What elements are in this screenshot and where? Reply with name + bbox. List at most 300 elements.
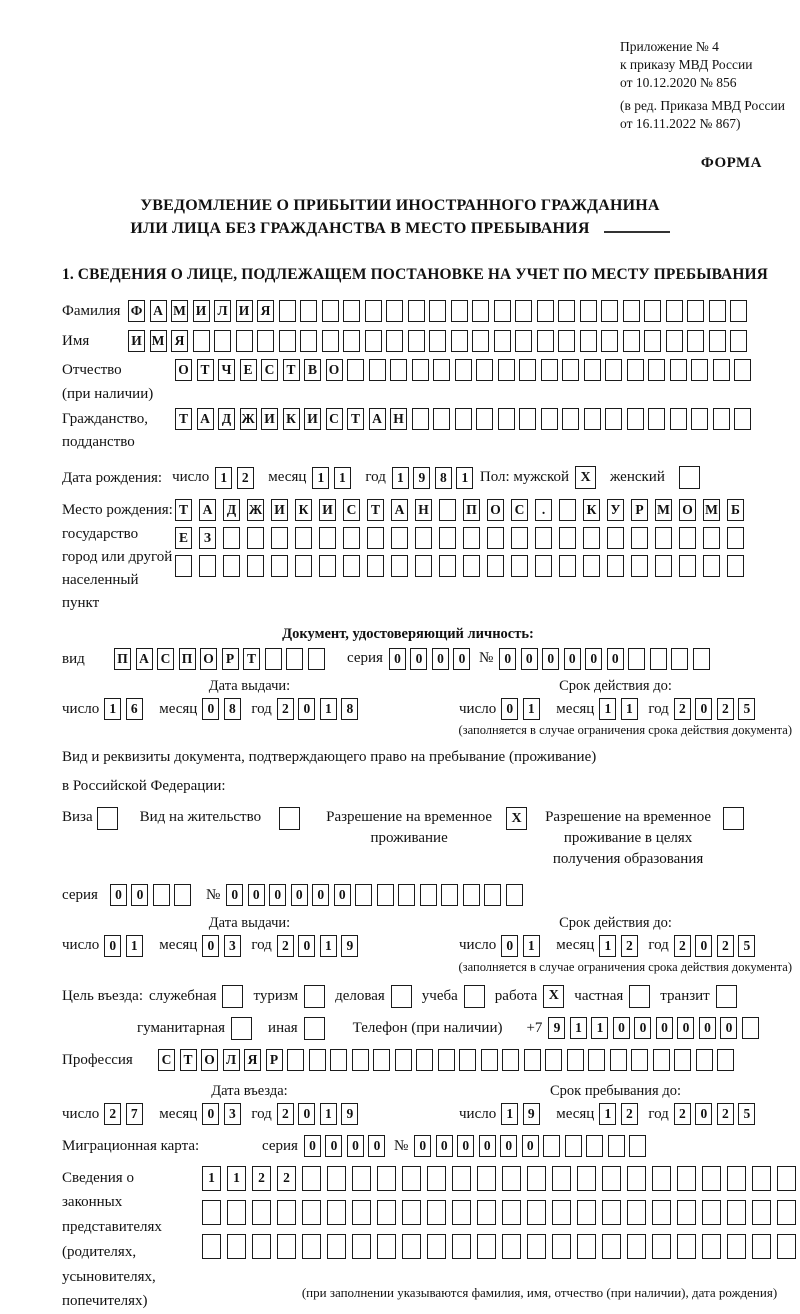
char-box[interactable] [502,1166,521,1191]
char-box[interactable]: Т [243,648,260,670]
char-box[interactable]: 0 [699,1017,716,1039]
char-box[interactable]: 1 [591,1017,608,1039]
char-box[interactable]: И [193,300,210,322]
char-box[interactable] [412,359,429,381]
char-box[interactable]: 0 [695,935,712,957]
char-box[interactable]: 1 [126,935,143,957]
char-box[interactable] [175,555,192,577]
char-box[interactable] [601,300,618,322]
char-box[interactable] [327,1200,346,1225]
char-box[interactable] [702,1234,721,1259]
char-box[interactable] [202,1200,221,1225]
char-box[interactable] [199,555,216,577]
char-box[interactable]: 9 [413,467,430,489]
char-box[interactable] [433,359,450,381]
char-box[interactable]: 2 [717,935,734,957]
char-box[interactable] [476,408,493,430]
char-box[interactable] [691,408,708,430]
char-box[interactable] [386,330,403,352]
char-box[interactable] [541,359,558,381]
char-box[interactable] [515,300,532,322]
char-box[interactable] [601,330,618,352]
char-box[interactable]: 0 [389,648,406,670]
char-box[interactable] [696,1049,713,1071]
char-box[interactable] [577,1200,596,1225]
char-box[interactable] [631,555,648,577]
char-box[interactable] [629,1135,646,1157]
char-box[interactable]: 0 [436,1135,453,1157]
char-box[interactable]: 3 [224,935,241,957]
char-box[interactable]: 0 [501,698,518,720]
char-box[interactable] [519,408,536,430]
char-box[interactable]: 2 [717,1103,734,1125]
char-box[interactable]: 0 [457,1135,474,1157]
char-box[interactable] [367,527,384,549]
char-box[interactable] [567,1049,584,1071]
char-box[interactable] [373,1049,390,1071]
char-box[interactable]: А [369,408,386,430]
char-box[interactable] [455,359,472,381]
char-box[interactable] [498,408,515,430]
char-box[interactable]: 2 [277,698,294,720]
char-box[interactable]: 1 [320,1103,337,1125]
char-box[interactable] [398,884,415,906]
char-box[interactable]: О [326,359,343,381]
char-box[interactable] [623,300,640,322]
char-box[interactable] [627,1166,646,1191]
char-box[interactable] [586,1135,603,1157]
char-box[interactable] [227,1200,246,1225]
char-box[interactable]: П [463,499,480,521]
char-box[interactable]: 0 [564,648,581,670]
char-box[interactable]: А [136,648,153,670]
char-box[interactable]: С [326,408,343,430]
char-box[interactable] [286,648,303,670]
char-box[interactable] [584,408,601,430]
char-box[interactable]: 1 [104,698,121,720]
char-box[interactable]: К [283,408,300,430]
char-box[interactable] [511,555,528,577]
char-box[interactable] [477,1166,496,1191]
char-box[interactable]: 9 [341,1103,358,1125]
char-box[interactable]: 0 [695,698,712,720]
char-box[interactable]: 1 [227,1166,246,1191]
char-box[interactable] [494,330,511,352]
char-box[interactable] [559,527,576,549]
char-box[interactable]: М [171,300,188,322]
char-box[interactable]: 9 [548,1017,565,1039]
char-box[interactable] [565,1135,582,1157]
char-box[interactable] [607,527,624,549]
char-box[interactable]: 0 [501,935,518,957]
char-box[interactable]: 0 [104,935,121,957]
purpose-study-checkbox[interactable] [464,985,485,1008]
char-box[interactable] [703,555,720,577]
char-box[interactable] [441,884,458,906]
char-box[interactable] [277,1200,296,1225]
char-box[interactable] [408,300,425,322]
char-box[interactable] [402,1166,421,1191]
char-box[interactable] [408,330,425,352]
char-box[interactable] [452,1234,471,1259]
char-box[interactable] [677,1166,696,1191]
char-box[interactable] [558,330,575,352]
char-box[interactable] [227,1234,246,1259]
char-box[interactable]: . [535,499,552,521]
purpose-work-checkbox[interactable]: X [543,985,564,1008]
char-box[interactable]: Т [347,408,364,430]
edu-permit-checkbox[interactable] [723,807,744,830]
char-box[interactable] [727,555,744,577]
char-box[interactable]: 0 [202,698,219,720]
char-box[interactable] [580,330,597,352]
char-box[interactable]: 0 [414,1135,431,1157]
char-box[interactable] [352,1049,369,1071]
char-box[interactable] [583,527,600,549]
char-box[interactable]: Н [390,408,407,430]
char-box[interactable]: И [271,499,288,521]
char-box[interactable] [652,1166,671,1191]
sex-male-checkbox[interactable]: X [575,466,596,489]
char-box[interactable]: С [261,359,278,381]
char-box[interactable] [631,1049,648,1071]
char-box[interactable] [427,1234,446,1259]
purpose-humanitarian-checkbox[interactable] [231,1017,252,1040]
char-box[interactable] [506,884,523,906]
char-box[interactable] [627,1200,646,1225]
char-box[interactable] [343,330,360,352]
char-box[interactable]: Л [214,300,231,322]
char-box[interactable]: 0 [677,1017,694,1039]
char-box[interactable] [429,330,446,352]
char-box[interactable] [452,1200,471,1225]
char-box[interactable]: 2 [621,1103,638,1125]
char-box[interactable]: 5 [738,935,755,957]
char-box[interactable]: Н [415,499,432,521]
char-box[interactable] [677,1200,696,1225]
char-box[interactable] [777,1200,796,1225]
char-box[interactable] [709,300,726,322]
char-box[interactable]: С [511,499,528,521]
purpose-private-checkbox[interactable] [629,985,650,1008]
char-box[interactable] [223,555,240,577]
char-box[interactable] [691,359,708,381]
char-box[interactable] [302,1234,321,1259]
char-box[interactable]: Т [283,359,300,381]
char-box[interactable] [308,648,325,670]
char-box[interactable] [347,359,364,381]
char-box[interactable] [730,330,747,352]
char-box[interactable]: 2 [277,1103,294,1125]
char-box[interactable]: 2 [277,935,294,957]
char-box[interactable]: Я [257,300,274,322]
char-box[interactable] [552,1234,571,1259]
char-box[interactable]: А [391,499,408,521]
char-box[interactable] [439,499,456,521]
char-box[interactable]: 8 [435,467,452,489]
char-box[interactable] [713,359,730,381]
char-box[interactable]: О [201,1049,218,1071]
char-box[interactable] [537,330,554,352]
char-box[interactable] [703,527,720,549]
char-box[interactable] [427,1166,446,1191]
char-box[interactable] [562,408,579,430]
char-box[interactable]: 0 [248,884,265,906]
char-box[interactable] [352,1166,371,1191]
char-box[interactable] [252,1234,271,1259]
char-box[interactable]: 0 [522,1135,539,1157]
char-box[interactable]: 0 [202,935,219,957]
char-box[interactable] [527,1234,546,1259]
char-box[interactable] [727,1166,746,1191]
char-box[interactable] [687,300,704,322]
char-box[interactable] [644,300,661,322]
char-box[interactable]: И [304,408,321,430]
char-box[interactable] [602,1234,621,1259]
char-box[interactable] [451,300,468,322]
char-box[interactable]: 0 [499,648,516,670]
char-box[interactable] [558,300,575,322]
char-box[interactable]: 0 [542,648,559,670]
char-box[interactable]: Е [175,527,192,549]
char-box[interactable] [562,359,579,381]
char-box[interactable] [412,408,429,430]
char-box[interactable] [515,330,532,352]
char-box[interactable] [693,648,710,670]
char-box[interactable]: Д [223,499,240,521]
char-box[interactable]: 0 [656,1017,673,1039]
char-box[interactable] [415,527,432,549]
char-box[interactable] [355,884,372,906]
char-box[interactable] [367,555,384,577]
char-box[interactable] [377,1200,396,1225]
char-box[interactable] [602,1166,621,1191]
char-box[interactable] [605,408,622,430]
char-box[interactable] [343,300,360,322]
char-box[interactable]: У [607,499,624,521]
char-box[interactable]: 1 [599,698,616,720]
char-box[interactable] [377,1234,396,1259]
char-box[interactable] [433,408,450,430]
char-box[interactable] [402,1200,421,1225]
char-box[interactable]: 0 [453,648,470,670]
char-box[interactable] [653,1049,670,1071]
char-box[interactable]: 1 [392,467,409,489]
char-box[interactable]: 8 [341,698,358,720]
residence-permit-checkbox[interactable] [279,807,300,830]
char-box[interactable] [502,1049,519,1071]
char-box[interactable] [519,359,536,381]
char-box[interactable] [498,359,515,381]
char-box[interactable] [648,359,665,381]
temp-permit-checkbox[interactable]: X [506,807,527,830]
char-box[interactable] [502,1234,521,1259]
char-box[interactable]: 0 [131,884,148,906]
char-box[interactable] [545,1049,562,1071]
char-box[interactable] [580,300,597,322]
char-box[interactable]: 5 [738,1103,755,1125]
char-box[interactable]: 0 [298,698,315,720]
char-box[interactable] [300,330,317,352]
char-box[interactable]: 0 [298,935,315,957]
purpose-business-checkbox[interactable] [391,985,412,1008]
char-box[interactable]: М [150,330,167,352]
char-box[interactable]: А [197,408,214,430]
char-box[interactable]: Т [175,499,192,521]
char-box[interactable] [717,1049,734,1071]
char-box[interactable] [427,1200,446,1225]
char-box[interactable] [277,1234,296,1259]
char-box[interactable] [777,1234,796,1259]
char-box[interactable]: 0 [312,884,329,906]
char-box[interactable]: Л [223,1049,240,1071]
char-box[interactable]: 0 [325,1135,342,1157]
char-box[interactable]: Я [244,1049,261,1071]
char-box[interactable] [265,648,282,670]
char-box[interactable]: И [236,300,253,322]
char-box[interactable] [524,1049,541,1071]
char-box[interactable]: Ж [247,499,264,521]
char-box[interactable] [429,300,446,322]
char-box[interactable] [309,1049,326,1071]
char-box[interactable]: 1 [523,935,540,957]
char-box[interactable] [271,527,288,549]
char-box[interactable]: И [261,408,278,430]
char-box[interactable] [322,300,339,322]
char-box[interactable]: З [199,527,216,549]
char-box[interactable]: О [679,499,696,521]
char-box[interactable] [713,408,730,430]
char-box[interactable] [734,408,751,430]
char-box[interactable]: Т [367,499,384,521]
char-box[interactable] [319,527,336,549]
char-box[interactable]: 1 [501,1103,518,1125]
char-box[interactable] [463,527,480,549]
char-box[interactable] [627,408,644,430]
char-box[interactable] [543,1135,560,1157]
char-box[interactable]: 1 [599,1103,616,1125]
char-box[interactable] [352,1200,371,1225]
char-box[interactable]: 2 [717,698,734,720]
purpose-tourism-checkbox[interactable] [304,985,325,1008]
char-box[interactable] [730,300,747,322]
char-box[interactable]: 5 [738,698,755,720]
char-box[interactable] [671,648,688,670]
char-box[interactable] [670,359,687,381]
char-box[interactable] [607,555,624,577]
char-box[interactable]: 0 [500,1135,517,1157]
char-box[interactable]: О [175,359,192,381]
char-box[interactable] [559,555,576,577]
char-box[interactable] [391,555,408,577]
char-box[interactable] [416,1049,433,1071]
char-box[interactable] [455,408,472,430]
char-box[interactable] [481,1049,498,1071]
char-box[interactable]: Т [175,408,192,430]
char-box[interactable]: 0 [410,648,427,670]
char-box[interactable]: 6 [126,698,143,720]
char-box[interactable] [605,359,622,381]
char-box[interactable] [271,555,288,577]
char-box[interactable] [777,1166,796,1191]
char-box[interactable]: 0 [634,1017,651,1039]
char-box[interactable] [727,527,744,549]
char-box[interactable] [484,884,501,906]
char-box[interactable]: П [114,648,131,670]
char-box[interactable] [287,1049,304,1071]
char-box[interactable] [702,1166,721,1191]
char-box[interactable] [472,330,489,352]
char-box[interactable]: 2 [674,935,691,957]
char-box[interactable]: 2 [277,1166,296,1191]
char-box[interactable]: 9 [341,935,358,957]
char-box[interactable]: Р [266,1049,283,1071]
char-box[interactable] [439,527,456,549]
char-box[interactable]: 2 [674,698,691,720]
char-box[interactable]: С [158,1049,175,1071]
char-box[interactable] [552,1166,571,1191]
char-box[interactable]: 0 [479,1135,496,1157]
char-box[interactable] [295,527,312,549]
char-box[interactable]: Ж [240,408,257,430]
char-box[interactable] [752,1166,771,1191]
char-box[interactable] [487,555,504,577]
char-box[interactable]: 0 [695,1103,712,1125]
char-box[interactable]: 0 [585,648,602,670]
char-box[interactable] [236,330,253,352]
char-box[interactable] [451,330,468,352]
char-box[interactable]: 1 [215,467,232,489]
char-box[interactable] [652,1200,671,1225]
char-box[interactable] [644,330,661,352]
char-box[interactable]: И [319,499,336,521]
char-box[interactable]: С [157,648,174,670]
char-box[interactable]: 0 [607,648,624,670]
char-box[interactable] [327,1166,346,1191]
char-box[interactable] [727,1200,746,1225]
char-box[interactable] [343,555,360,577]
char-box[interactable] [193,330,210,352]
purpose-other-checkbox[interactable] [304,1017,325,1040]
char-box[interactable] [702,1200,721,1225]
char-box[interactable]: 0 [226,884,243,906]
char-box[interactable] [369,359,386,381]
char-box[interactable]: 0 [521,648,538,670]
char-box[interactable]: А [199,499,216,521]
char-box[interactable] [511,527,528,549]
purpose-transit-checkbox[interactable] [716,985,737,1008]
char-box[interactable] [438,1049,455,1071]
char-box[interactable]: Ф [128,300,145,322]
char-box[interactable]: 1 [621,698,638,720]
char-box[interactable]: 0 [368,1135,385,1157]
char-box[interactable] [365,330,382,352]
char-box[interactable] [377,884,394,906]
char-box[interactable]: 0 [613,1017,630,1039]
char-box[interactable]: 0 [432,648,449,670]
char-box[interactable]: Т [197,359,214,381]
char-box[interactable]: 0 [304,1135,321,1157]
char-box[interactable]: А [150,300,167,322]
char-box[interactable] [687,330,704,352]
char-box[interactable]: Я [171,330,188,352]
char-box[interactable]: 1 [202,1166,221,1191]
char-box[interactable]: И [128,330,145,352]
char-box[interactable]: 2 [237,467,254,489]
char-box[interactable]: П [179,648,196,670]
char-box[interactable]: 0 [291,884,308,906]
char-box[interactable] [670,408,687,430]
